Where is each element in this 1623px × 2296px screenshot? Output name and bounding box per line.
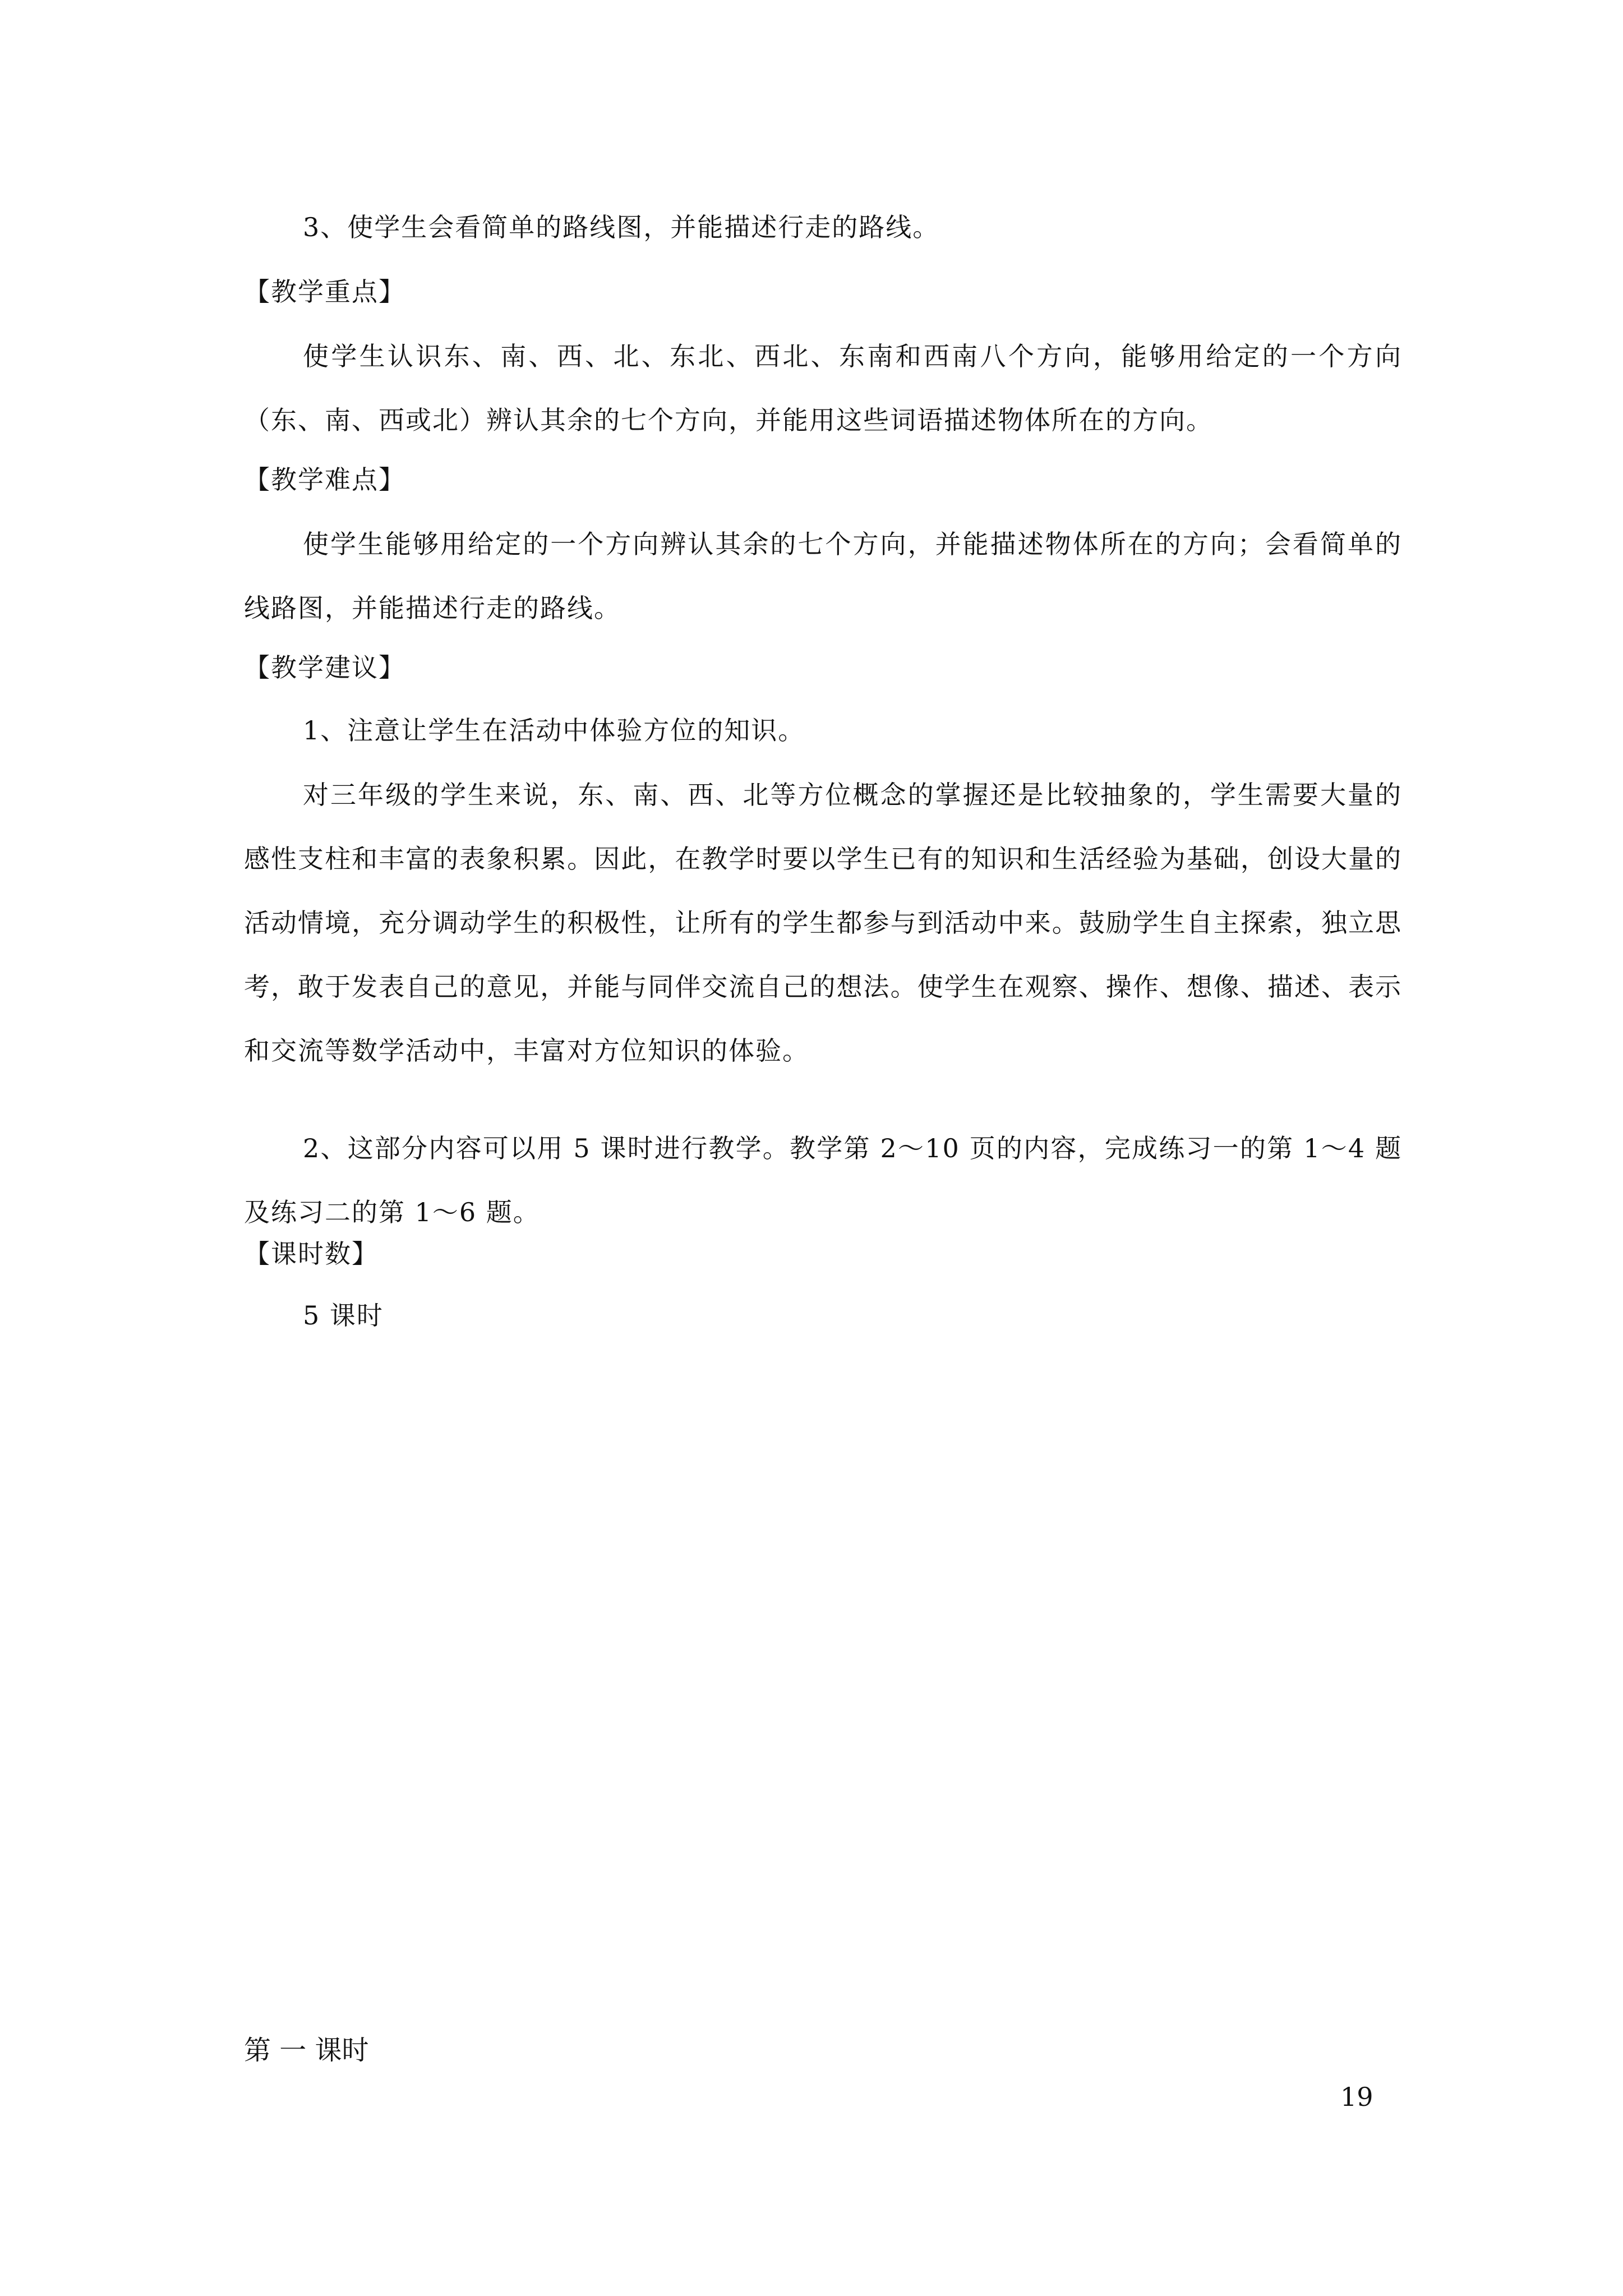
key-points-heading: 【教学重点】 <box>244 277 405 307</box>
key-points-paragraph: 使学生认识东、南、西、北、东北、西北、东南和西南八个方向，能够用给定的一个方向（东、南、西或北）辨认其余的七个方向，并能用这些词语描述物体所在的方向。 <box>244 341 1402 435</box>
difficulties-paragraph: 使学生能够用给定的一个方向辨认其余的七个方向，并能描述物体所在的方向；会看简单的线路图，并能描述行走的路线。 <box>244 529 1402 623</box>
hours-value: 5 课时 <box>303 1300 384 1331</box>
page-number: 19 <box>1340 2082 1373 2112</box>
lesson-title: 第 一 课时 <box>244 2035 369 2066</box>
suggestions-heading: 【教学建议】 <box>244 652 405 683</box>
suggestion-item-1: 1、注意让学生在活动中体验方位的知识。 <box>303 715 805 746</box>
suggestions-paragraph: 对三年级的学生来说，东、南、西、北等方位概念的掌握还是比较抽象的，学生需要大量的感性支柱和丰富的表象积累。因此，在教学时要以学生已有的知识和生活经验为基础，创设大量的活动情境，充分调动学生的积极性，让所有的学生都参与到活动中来。鼓励学生自主探索，独立思考，敢于发表自己的意见，并能与同伴交流自己的想法。使学生在观察、操作、想像、描述、表示和交流等数学活动中，丰富对方位知识的体验。 <box>244 780 1402 1066</box>
difficulties-heading: 【教学难点】 <box>244 464 405 495</box>
suggestion-item-2: 2、这部分内容可以用 5 课时进行教学。教学第 2～10 页的内容，完成练习一的第 1～4 题及练习二的第 1～6 题。 <box>244 1133 1402 1227</box>
objective-3-text: 3、使学生会看简单的路线图，并能描述行走的路线。 <box>303 212 940 242</box>
hours-heading: 【课时数】 <box>244 1239 379 1269</box>
